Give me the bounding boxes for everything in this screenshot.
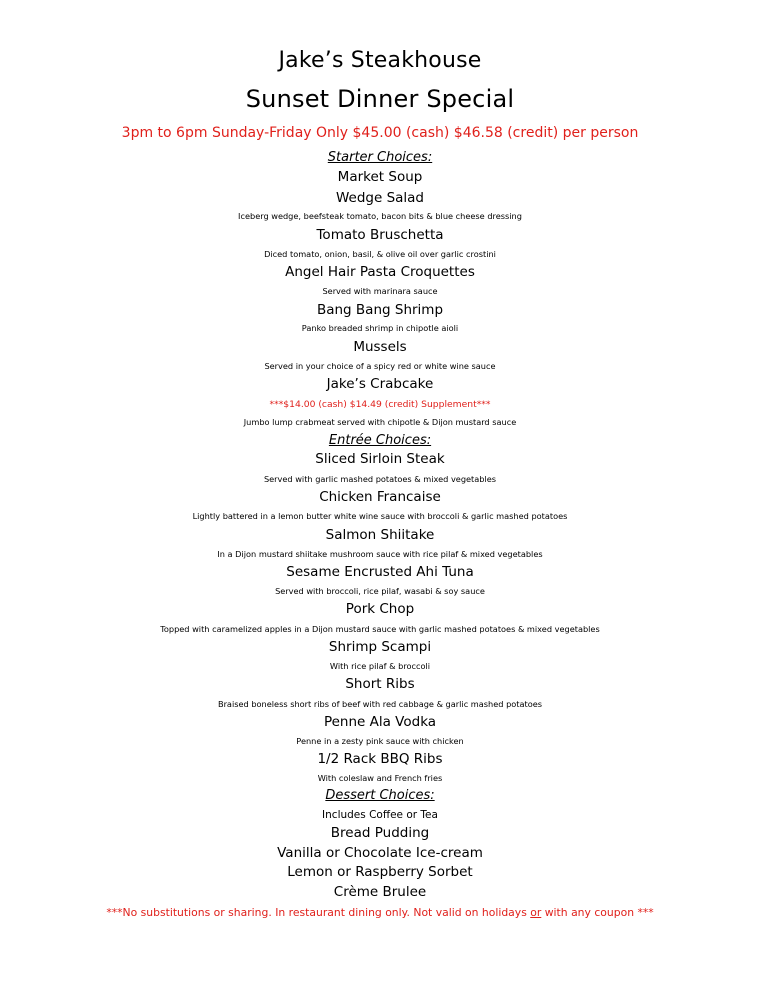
item-sorbet: Lemon or Raspberry Sorbet	[287, 864, 473, 880]
desc-crabcake: Jumbo lump crabmeat served with chipotle & Dijon mustard sauce	[243, 417, 517, 427]
restaurant-name: Jake’s Steakhouse	[278, 48, 482, 73]
desc-bang-bang-shrimp: Panko breaded shrimp in chipotle aioli	[301, 323, 459, 333]
desc-penne-vodka: Penne in a zesty pink sauce with chicken	[296, 736, 464, 746]
item-market-soup: Market Soup	[337, 169, 423, 185]
item-bread-pudding: Bread Pudding	[330, 825, 430, 841]
item-tomato-bruschetta: Tomato Bruschetta	[316, 227, 444, 243]
starter-heading: Starter Choices:	[327, 150, 433, 165]
footer-note-or: or	[530, 906, 542, 919]
desc-mussels: Served in your choice of a spicy red or white wine sauce	[264, 361, 496, 371]
entree-heading: Entrée Choices:	[328, 433, 432, 448]
item-short-ribs: Short Ribs	[345, 676, 415, 692]
item-bang-bang-shrimp: Bang Bang Shrimp	[316, 302, 444, 318]
pricing-line: 3pm to 6pm Sunday-Friday Only $45.00 (cash) $46.58 (credit) per person	[121, 125, 639, 141]
footer-note	[0, 906, 760, 919]
item-crabcake: Jake’s Crabcake	[326, 376, 434, 392]
footer-note-end: with any coupon ***	[541, 906, 654, 919]
desc-short-ribs: Braised boneless short ribs of beef with red cabbage & garlic mashed potatoes	[217, 699, 543, 709]
item-shrimp-scampi: Shrimp Scampi	[328, 639, 432, 655]
item-creme-brulee: Crème Brulee	[333, 884, 427, 900]
desc-shrimp-scampi: With rice pilaf & broccoli	[329, 661, 431, 671]
item-penne-vodka: Penne Ala Vodka	[323, 714, 437, 730]
item-pork-chop: Pork Chop	[345, 601, 415, 617]
item-pasta-croquettes: Angel Hair Pasta Croquettes	[285, 264, 475, 280]
dessert-heading: Dessert Choices:	[325, 788, 435, 803]
desc-bbq-ribs: With coleslaw and French fries	[317, 773, 443, 783]
desc-sirloin-steak: Served with garlic mashed potatoes & mixed vegetables	[263, 474, 497, 484]
item-bbq-ribs: 1/2 Rack BBQ Ribs	[317, 751, 443, 767]
desc-pork-chop: Topped with caramelized apples in a Dijon mustard sauce with garlic mashed potatoes & mixed vegetables	[160, 624, 600, 634]
desc-salmon-shiitake: In a Dijon mustard shiitake mushroom sauce with rice pilaf & mixed vegetables	[217, 549, 543, 559]
item-chicken-francaise: Chicken Francaise	[319, 489, 441, 505]
footer-note-start: ***No substitutions or sharing. In restaurant dining only. Not valid on holidays	[106, 906, 531, 919]
desc-tomato-bruschetta: Diced tomato, onion, basil, & olive oil over garlic crostini	[264, 249, 496, 259]
desc-wedge-salad: Iceberg wedge, beefsteak tomato, bacon bits & blue cheese dressing	[238, 211, 522, 221]
dessert-includes: Includes Coffee or Tea	[322, 809, 438, 821]
desc-pasta-croquettes: Served with marinara sauce	[322, 286, 438, 296]
crabcake-supplement: ***$14.00 (cash) $14.49 (credit) Supplement***	[269, 399, 491, 410]
item-ice-cream: Vanilla or Chocolate Ice-cream	[277, 845, 483, 861]
item-ahi-tuna: Sesame Encrusted Ahi Tuna	[286, 564, 474, 580]
desc-ahi-tuna: Served with broccoli, rice pilaf, wasabi & soy sauce	[275, 586, 485, 596]
item-wedge-salad: Wedge Salad	[335, 190, 425, 206]
desc-chicken-francaise: Lightly battered in a lemon butter white wine sauce with broccoli & garlic mashed potatoes	[192, 511, 568, 521]
item-salmon-shiitake: Salmon Shiitake	[325, 527, 435, 543]
item-mussels: Mussels	[353, 339, 407, 355]
special-title: Sunset Dinner Special	[245, 85, 515, 113]
item-sirloin-steak: Sliced Sirloin Steak	[315, 451, 445, 467]
